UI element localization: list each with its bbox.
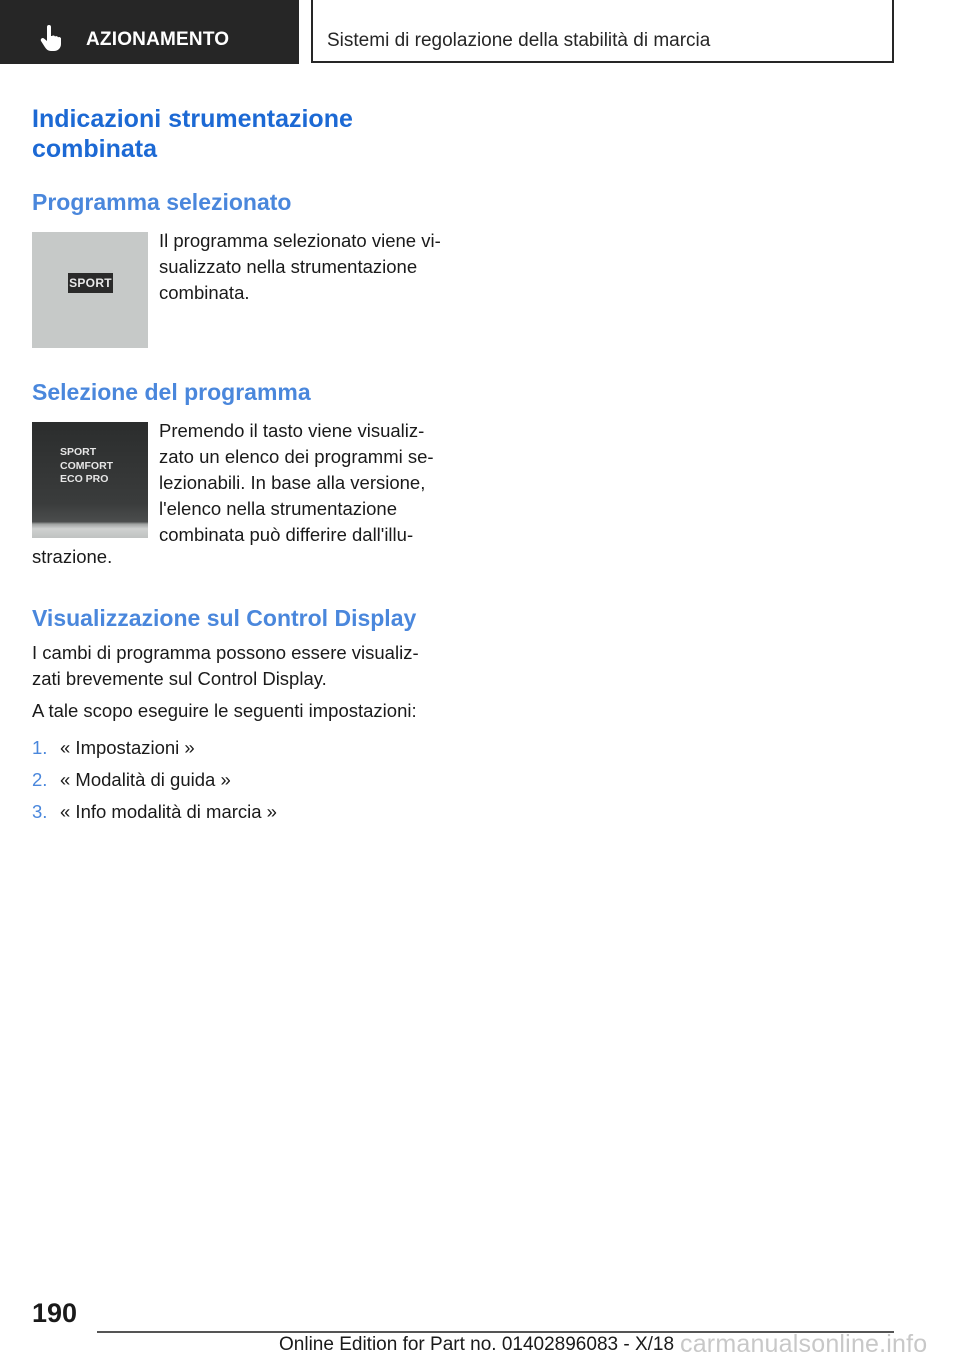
text-line: strazione. [32, 546, 113, 567]
text-line: lezionabili. In base alla versione, [159, 472, 426, 493]
list-number: 3. [32, 801, 48, 822]
text-line: zato un elenco dei programmi se- [159, 446, 434, 467]
heading-selezione-programma: Selezione del programma [32, 379, 311, 405]
header-section-title: AZIONAMENTO [86, 29, 230, 50]
program-options [60, 446, 113, 487]
option-eco-pro: ECO PRO [60, 473, 109, 485]
section3-intro: A tale scopo eseguire le seguenti impostazioni: [32, 700, 417, 721]
text-line: combinata può differire dall'illu- [159, 524, 414, 545]
section3-text [32, 640, 419, 692]
text-line: Il programma selezionato viene vi- [159, 230, 441, 251]
header-section-tab [0, 0, 299, 64]
heading-control-display: Visualizzazione sul Control Display [32, 605, 417, 631]
list-item [32, 799, 277, 825]
header-chapter-title: Sistemi di regolazione della stabilità di marcia [327, 30, 711, 51]
page-number: 190 [32, 1298, 78, 1328]
page-title: Indicazioni strumentazione combinata [32, 105, 353, 163]
option-sport: SPORT [60, 446, 97, 458]
text-line: zati brevemente sul Control Display. [32, 668, 327, 689]
list-text: « Info modalità di marcia » [60, 801, 277, 822]
heading-programma-selezionato: Programma selezionato [32, 189, 292, 215]
text-line: combinata. [159, 282, 250, 303]
sport-badge: SPORT [68, 273, 113, 293]
footer-edition: Online Edition for Part no. 01402896083 - X/18 [279, 1334, 675, 1355]
list-number: 2. [32, 769, 48, 790]
list-item [32, 767, 231, 793]
cluster-program-list-image [32, 422, 148, 538]
section2-text-tail [32, 544, 112, 570]
list-item [32, 735, 195, 761]
watermark: carmanualsonline.info [680, 1330, 928, 1358]
text-line: Premendo il tasto viene visualiz- [159, 420, 425, 441]
cluster-sport-image [32, 232, 148, 348]
section1-text [159, 228, 441, 306]
text-line: I cambi di programma possono essere visualiz- [32, 642, 419, 663]
list-number: 1. [32, 737, 48, 758]
hand-pointer-icon [40, 25, 62, 51]
list-text: « Impostazioni » [60, 737, 195, 758]
section2-text [159, 418, 434, 548]
list-text: « Modalità di guida » [60, 769, 231, 790]
text-line: l'elenco nella strumentazione [159, 498, 398, 519]
text-line: sualizzato nella strumentazione [159, 256, 418, 277]
header-chapter-box [311, 0, 894, 63]
option-comfort: COMFORT [60, 459, 114, 472]
